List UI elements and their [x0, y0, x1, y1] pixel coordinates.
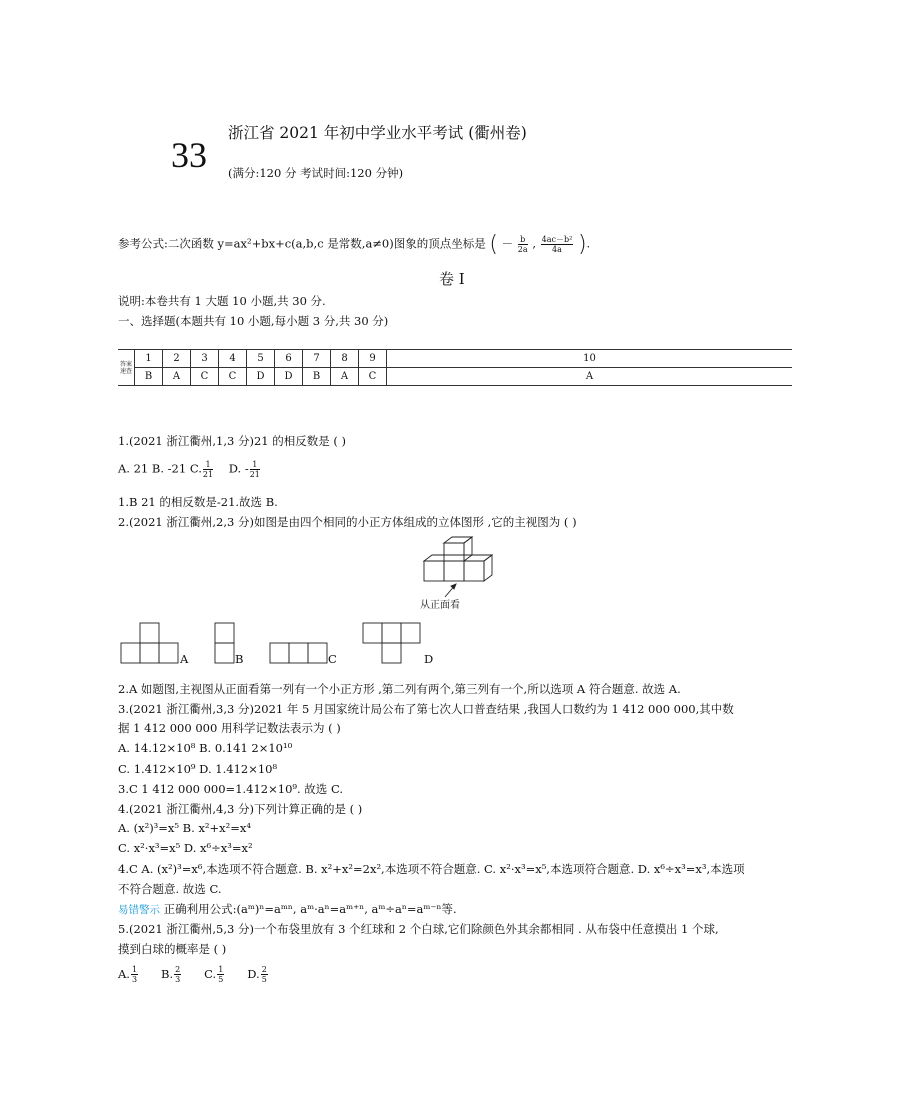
- answer-value: A: [331, 368, 359, 386]
- answer-number: 9: [359, 350, 387, 368]
- figure-caption: 从正面看: [420, 600, 460, 611]
- q5-option-b: B. $\frac{2}{3}$: [161, 965, 181, 984]
- question-5-line-2: 摸到白球的概率是 ( ): [118, 942, 227, 956]
- q1-fraction-d: $\frac{1}{21}$: [249, 460, 260, 479]
- exam-title: 浙江省 2021 年初中学业水平考试 (衢州卷): [228, 124, 527, 142]
- answer-number: 8: [331, 350, 359, 368]
- q1-options-ab: A. 21 B. -21 C.: [118, 461, 202, 476]
- answer-value: C: [359, 368, 387, 386]
- answer-4-line-2: 不符合题意. 故选 C.: [118, 882, 222, 896]
- answer-value: A: [387, 368, 793, 386]
- answer-number: 3: [191, 350, 219, 368]
- answer-1: 1.B 21 的相反数是-21.故选 B.: [118, 495, 278, 509]
- answer-value: C: [191, 368, 219, 386]
- answer-4-line-1: 4.C A. (x²)³=x⁶,本选项不符合题意. B. x²+x²=2x²,本选项不符合题意. C. x²·x³=x⁵,本选项符合题意. D. x⁶÷x³=x³,本选项: [118, 862, 745, 876]
- question-4-options-2: C. x²·x³=x⁵ D. x⁶÷x³=x²: [118, 841, 253, 855]
- fraction-b-2a: $\frac{b}{2a}$: [517, 235, 528, 254]
- answer-value: B: [303, 368, 331, 386]
- answer-value: A: [163, 368, 191, 386]
- option-label-c: C: [328, 652, 337, 666]
- answer-number: 10: [387, 350, 793, 368]
- question-4-options-1: A. (x²)³=x⁵ B. x²+x²=x⁴: [118, 821, 252, 835]
- paren-right-icon: ): [577, 232, 587, 257]
- answer-3: 3.C 1 412 000 000=1.412×10⁹. 故选 C.: [118, 782, 344, 796]
- section-note: 说明:本卷共有 1 大题 10 小题,共 30 分.: [118, 294, 326, 308]
- formula-period: .: [586, 236, 591, 251]
- question-5-options: [118, 965, 269, 984]
- question-2: 2.(2021 浙江衢州,2,3 分)如图是由四个相同的小正方体组成的立体图形 ,它的主视图为 ( ): [118, 515, 577, 529]
- question-3-options-2: C. 1.412×10⁹ D. 1.412×10⁸: [118, 762, 278, 776]
- chapter-number: 33: [171, 135, 207, 175]
- question-3-line-1: 3.(2021 浙江衢州,3,3 分)2021 年 5 月国家统计局公布了第七次人口普查结果 ,我国人口数约为 1 412 000 000,其中数: [118, 702, 734, 716]
- answer-value: D: [247, 368, 275, 386]
- answer-number: 4: [219, 350, 247, 368]
- answer-table: [118, 349, 792, 386]
- q1-option-d: D. -: [228, 461, 249, 476]
- tip-tag: 易错警示: [118, 904, 160, 916]
- option-label-d: D: [424, 652, 434, 666]
- tip-text: 正确利用公式:(aᵐ)ⁿ=aᵐⁿ, aᵐ·aⁿ=aᵐ⁺ⁿ, aᵐ÷aⁿ=aᵐ⁻ⁿ等.: [160, 902, 457, 916]
- answer-value: B: [135, 368, 163, 386]
- formula-prefix: 参考公式:二次函数 y=ax²+bx+c(a,b,c 是常数,a≠0)图象的顶点坐标是: [118, 236, 486, 251]
- question-1: 1.(2021 浙江衢州,1,3 分)21 的相反数是 ( ): [118, 434, 347, 448]
- question-3-line-2: 据 1 412 000 000 用科学记数法表示为 ( ): [118, 721, 341, 735]
- formula-minus: －: [501, 236, 514, 251]
- answer-2: 2.A 如题图,主视图从正面看第一列有一个小正方形 ,第二列有两个,第三列有一个,所以选项 A 符合题意. 故选 A.: [118, 682, 681, 696]
- formula-line: [118, 232, 590, 257]
- answer-value: D: [275, 368, 303, 386]
- fraction-4ac: $\frac{\text{4ac－b²}}{4a}$: [541, 235, 573, 254]
- answer-number: 2: [163, 350, 191, 368]
- answer-table-label: 答案速查: [118, 350, 135, 386]
- question-4: 4.(2021 浙江衢州,4,3 分)下列计算正确的是 ( ): [118, 802, 363, 816]
- answer-number: 7: [303, 350, 331, 368]
- part-title: 一、选择题(本题共有 10 小题,每小题 3 分,共 30 分): [118, 314, 389, 328]
- option-label-a: A: [180, 652, 189, 666]
- question-1-options: [118, 460, 261, 479]
- formula-comma: ,: [532, 236, 536, 251]
- q5-option-a: A. $\frac{1}{3}$: [118, 965, 138, 984]
- q1-fraction-c: $\frac{1}{21}$: [202, 460, 214, 479]
- option-label-b: B: [235, 652, 244, 666]
- view-options-figure: [118, 620, 438, 666]
- exam-subtitle: (满分:120 分 考试时间:120 分钟): [228, 166, 404, 180]
- answer-number: 6: [275, 350, 303, 368]
- paren-left-icon: (: [489, 232, 498, 257]
- question-3-options-1: A. 14.12×10⁸ B. 0.141 2×10¹⁰: [118, 741, 293, 755]
- answer-value: C: [219, 368, 247, 386]
- section-title: 卷 Ⅰ: [439, 270, 465, 288]
- answer-number: 5: [247, 350, 275, 368]
- question-5-line-1: 5.(2021 浙江衢州,5,3 分)一个布袋里放有 3 个红球和 2 个白球,它们除颜色外其余都相同 . 从布袋中任意摸出 1 个球,: [118, 922, 719, 936]
- answer-number: 1: [135, 350, 163, 368]
- tip-line: [118, 901, 457, 917]
- q5-option-c: C. $\frac{1}{5}$: [204, 965, 224, 984]
- q5-option-d: D. $\frac{2}{5}$: [247, 965, 267, 984]
